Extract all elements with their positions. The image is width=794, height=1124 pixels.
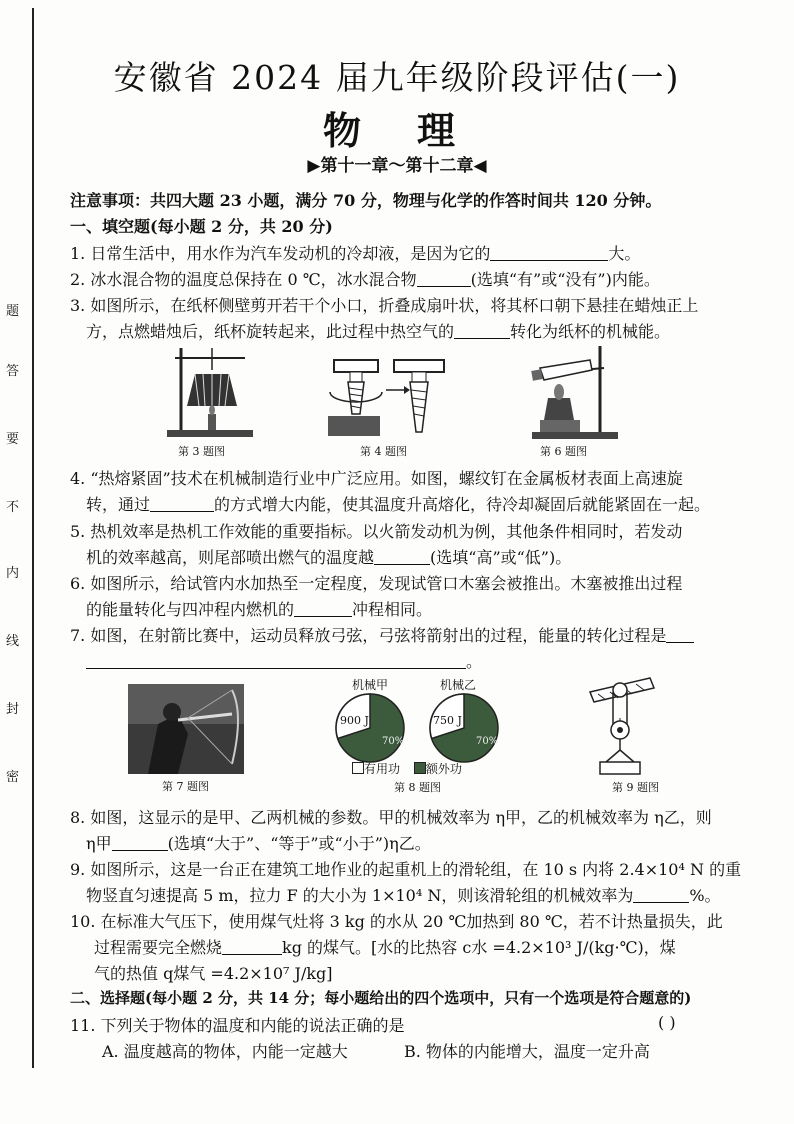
fig4-caption: 第 4 题图 <box>360 445 407 458</box>
q5-text: 机的效率越高，则尾部喷出燃气的温度越 <box>86 548 375 567</box>
fig9-caption: 第 9 题图 <box>612 781 659 794</box>
side-label: 线 <box>6 634 20 649</box>
machine-b-value: 750 J <box>433 714 462 727</box>
q6-text: 的能量转化与四冲程内燃机的 <box>86 600 295 619</box>
fig6-test-tube-heating <box>530 340 620 440</box>
side-label: 题 <box>6 304 20 319</box>
machine-a-value: 900 J <box>340 714 369 727</box>
question-5-line2 <box>86 545 571 568</box>
question-3-line2 <box>86 319 670 342</box>
section2-title: 二、选择题(每小题 2 分，共 14 分；每小题给出的四个选项中，只有一个选项是符合题意的) <box>70 989 692 1007</box>
chapter-range: ▶第十一章～第十二章◀ <box>307 156 487 176</box>
fig9-pulley-system <box>584 674 664 778</box>
q4-text: 转，通过 <box>86 495 151 514</box>
answer-blank[interactable] <box>417 272 471 287</box>
answer-blank[interactable] <box>294 602 352 617</box>
legend-extra: 额外功 <box>425 762 462 776</box>
question-7-line1 <box>70 623 694 646</box>
question-10-line1: 10. 在标准大气压下，使用煤气灶将 3 kg 的水从 20 ℃加热到 80 ℃，若不计热量损失，此 <box>70 912 723 931</box>
q8-text-end: (选填“大于”、“等于”或“小于”)η乙。 <box>167 834 431 853</box>
q3-text-end: 转化为纸杯的机械能。 <box>510 322 671 341</box>
machine-a-percent: 70% <box>382 736 405 747</box>
question-7-line2 <box>86 649 482 672</box>
question-10-line3: 气的热值 q煤气 =4.2×10⁷ J/kg] <box>94 964 333 983</box>
fig7-archery-photo <box>128 684 244 774</box>
question-3-line1: 3. 如图所示，在纸杯侧壁剪开若干个小口，折叠成扇叶状，将其杯口朝下悬挂在蜡烛正上 <box>70 296 699 315</box>
fig4-thermal-fastening <box>320 356 450 440</box>
q2-text-end: (选填“有”或“没有”)内能。 <box>470 270 660 289</box>
side-label: 内 <box>6 566 20 581</box>
section1-title: 一、填空题(每小题 2 分，共 20 分) <box>70 217 333 236</box>
side-label: 答 <box>6 364 20 379</box>
q9-text: 物竖直匀速提高 5 m，拉力 F 的大小为 1×10⁴ N，则该滑轮组的机械效率为 <box>86 886 634 905</box>
answer-blank[interactable] <box>222 940 282 955</box>
machine-b-percent: 70% <box>476 736 499 747</box>
legend-swatch-extra <box>414 762 426 774</box>
q10-text: 过程需要完全燃烧 <box>94 938 223 957</box>
question-11-option-a[interactable]: A. 温度越高的物体，内能一定越大 <box>102 1042 348 1061</box>
question-6-line2 <box>86 597 432 620</box>
question-8-line1: 8. 如图，这显示的是甲、乙两机械的参数。甲的机械效率为 η甲，乙的机械效率为 η乙，则 <box>70 808 712 827</box>
machine-a-label: 机械甲 <box>352 678 389 692</box>
machine-b-label: 机械乙 <box>440 678 477 692</box>
answer-blank[interactable] <box>86 654 466 669</box>
question-9-line1: 9. 如图所示，这是一台正在建筑工地作业的起重机上的滑轮组，在 10 s 内将 2.4×10⁴ N 的重 <box>70 860 742 879</box>
answer-blank[interactable] <box>150 497 214 512</box>
machine-b-pie <box>428 692 500 764</box>
q6-text-end: 冲程相同。 <box>352 600 433 619</box>
answer-blank[interactable] <box>454 324 510 339</box>
fig6-caption: 第 6 题图 <box>540 445 587 458</box>
question-6-line1: 6. 如图所示，给试管内水加热至一定程度，发现试管口木塞会被推出。木塞被推出过程 <box>70 574 683 593</box>
fig7-caption: 第 7 题图 <box>162 780 209 793</box>
q2-text: 2. 冰水混合物的温度总保持在 0 ℃，冰水混合物 <box>70 270 417 289</box>
q9-text-end: %。 <box>689 886 721 905</box>
q8-text: η甲 <box>86 834 112 853</box>
question-11-option-b[interactable]: B. 物体的内能增大，温度一定升高 <box>404 1042 650 1061</box>
side-label: 不 <box>6 500 20 515</box>
q4-text-end: 的方式增大内能，使其温度升高熔化，待冷却凝固后就能紧固在一起。 <box>214 495 711 514</box>
question-8-line2 <box>86 831 431 854</box>
q10-text-end: kg 的煤气。[水的比热容 c水 =4.2×10³ J/(kg·℃)，煤 <box>282 938 676 957</box>
notice: 注意事项：共四大题 23 小题，满分 70 分，物理与化学的作答时间共 120 分钟。 <box>70 191 662 210</box>
exam-title: 安徽省 2024 届九年级阶段评估(一) <box>113 58 681 97</box>
q7-end: 。 <box>466 652 483 671</box>
question-2 <box>70 267 660 290</box>
answer-blank[interactable] <box>633 888 689 903</box>
side-label: 密 <box>6 770 20 785</box>
question-11-stem: 11. 下列关于物体的温度和内能的说法正确的是 <box>70 1016 405 1035</box>
fig3-candle-paper-cup <box>165 340 255 438</box>
q1-text: 1. 日常生活中，用水作为汽车发动机的冷却液，是因为它的 <box>70 244 491 263</box>
answer-blank[interactable] <box>490 246 608 261</box>
question-10-line2 <box>94 935 676 958</box>
legend-swatch-useful <box>352 762 364 774</box>
question-4-line2 <box>86 492 710 515</box>
question-4-line1: 4. “热熔紧固”技术在机械制造行业中广泛应用。如图，螺纹钉在金属板材表面上高速旋 <box>70 469 683 488</box>
exam-subject: 物理 <box>322 108 511 153</box>
answer-blank[interactable] <box>374 550 430 565</box>
answer-blank[interactable] <box>112 836 168 851</box>
q1-text-end: 大。 <box>608 244 641 263</box>
answer-blank[interactable] <box>666 628 694 643</box>
fig8-caption: 第 8 题图 <box>394 781 441 794</box>
question-11-answer-paren[interactable]: ( ) <box>658 1013 676 1032</box>
fig8-legend <box>352 760 462 777</box>
side-label: 要 <box>6 432 20 447</box>
legend-useful: 有用功 <box>364 762 401 776</box>
side-label: 封 <box>6 702 20 717</box>
q3-text: 方，点燃蜡烛后，纸杯旋转起来，此过程中热空气的 <box>86 322 455 341</box>
question-9-line2 <box>86 883 721 906</box>
q5-text-end: (选填“高”或“低”)。 <box>430 548 572 567</box>
question-5-line1: 5. 热机效率是热机工作效能的重要指标。以火箭发动机为例，其他条件相同时，若发动 <box>70 522 683 541</box>
q7-text: 7. 如图，在射箭比赛中，运动员释放弓弦，弓弦将箭射出的过程，能量的转化过程是 <box>70 626 667 645</box>
machine-a-pie <box>334 692 406 764</box>
fig3-caption: 第 3 题图 <box>178 445 225 458</box>
question-1 <box>70 241 640 264</box>
